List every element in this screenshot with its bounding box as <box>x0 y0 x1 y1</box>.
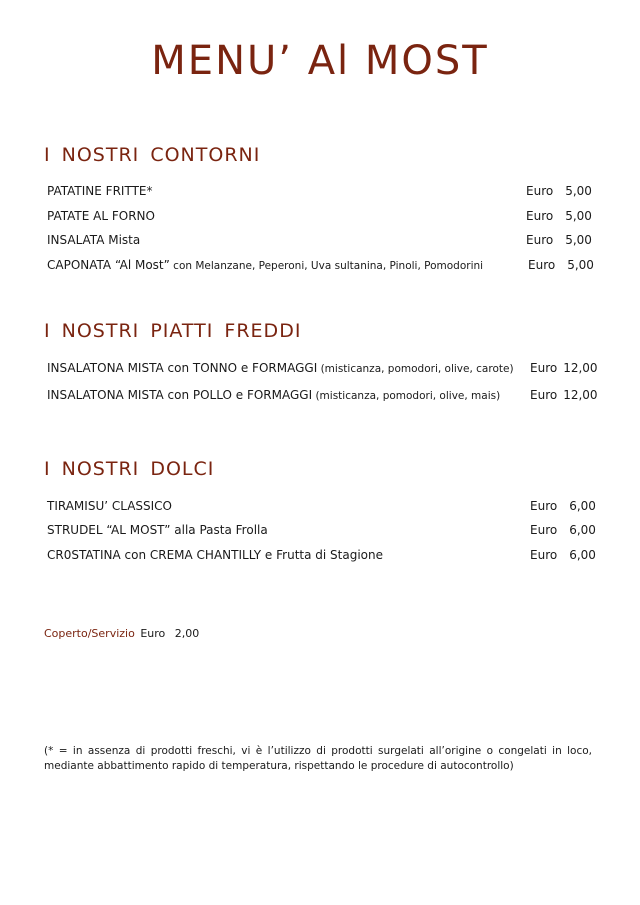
item-detail: (misticanza, pomodori, olive, carote) <box>317 363 514 375</box>
menu-item <box>47 548 383 562</box>
menu-item <box>47 258 483 272</box>
currency: Euro <box>530 523 558 537</box>
item-name: CAPONATA “Al Most” <box>47 258 170 272</box>
price-value: 12,00 <box>563 361 598 375</box>
currency: Euro <box>526 184 554 198</box>
price-value: 6,00 <box>569 548 596 562</box>
currency: Euro <box>526 209 554 223</box>
item-name: INSALATA Mista <box>47 233 141 247</box>
menu-item <box>47 184 152 198</box>
section-title-contorni: I NOSTRI CONTORNI <box>44 144 261 166</box>
footnote: (* = in assenza di prodotti freschi, vi è l’utilizzo di prodotti surgelati all’origine o congelati in loco, mediante abbattimento rapido di temperatura, rispettando le procedure di autocontrollo) <box>44 745 592 772</box>
item-name: TIRAMISU’ CLASSICO <box>47 499 172 513</box>
item-price <box>530 499 596 513</box>
item-name: PATATE AL FORNO <box>47 209 155 223</box>
menu-item <box>47 209 155 223</box>
item-price <box>530 523 596 537</box>
currency: Euro <box>530 499 558 513</box>
item-price <box>526 184 592 198</box>
price-value: 5,00 <box>565 209 592 223</box>
item-name: PATATINE FRITTE* <box>47 184 153 198</box>
coperto-price: 2,00 <box>174 627 200 640</box>
item-detail: con Melanzane, Peperoni, Uva sultanina, Pinoli, Pomodorini <box>169 260 484 272</box>
menu-item <box>47 388 500 402</box>
item-name: CR0STATINA con CREMA CHANTILLY e Frutta di Stagione <box>47 548 383 562</box>
price-value: 5,00 <box>565 233 592 247</box>
price-value: 6,00 <box>569 523 596 537</box>
menu-item <box>47 523 268 537</box>
coperto-line <box>44 627 199 640</box>
menu-title: MENU’ Al MOST <box>151 38 489 84</box>
currency: Euro <box>528 258 556 272</box>
item-name: INSALATONA MISTA con POLLO e FORMAGGI <box>47 388 313 402</box>
section-title-piatti-freddi: I NOSTRI PIATTI FREDDI <box>44 320 302 342</box>
item-price <box>526 209 592 223</box>
item-price <box>530 548 596 562</box>
price-value: 5,00 <box>565 184 592 198</box>
coperto-currency: Euro <box>140 627 166 640</box>
coperto-label: Coperto/Servizio <box>44 627 135 640</box>
currency: Euro <box>526 233 554 247</box>
currency: Euro <box>530 361 558 375</box>
price-value: 12,00 <box>563 388 598 402</box>
item-price <box>530 388 598 402</box>
price-value: 6,00 <box>569 499 596 513</box>
currency: Euro <box>530 548 558 562</box>
item-price <box>528 258 594 272</box>
price-value: 5,00 <box>567 258 594 272</box>
item-detail: (misticanza, pomodori, olive, mais) <box>312 390 501 402</box>
menu-item <box>47 499 172 513</box>
item-price <box>526 233 592 247</box>
currency: Euro <box>530 388 558 402</box>
item-price <box>530 361 598 375</box>
section-title-dolci: I NOSTRI DOLCI <box>44 458 215 480</box>
menu-item <box>47 361 514 375</box>
item-name: INSALATONA MISTA con TONNO e FORMAGGI <box>47 361 318 375</box>
menu-item <box>47 233 140 247</box>
item-name: STRUDEL “AL MOST” alla Pasta Frolla <box>47 523 268 537</box>
